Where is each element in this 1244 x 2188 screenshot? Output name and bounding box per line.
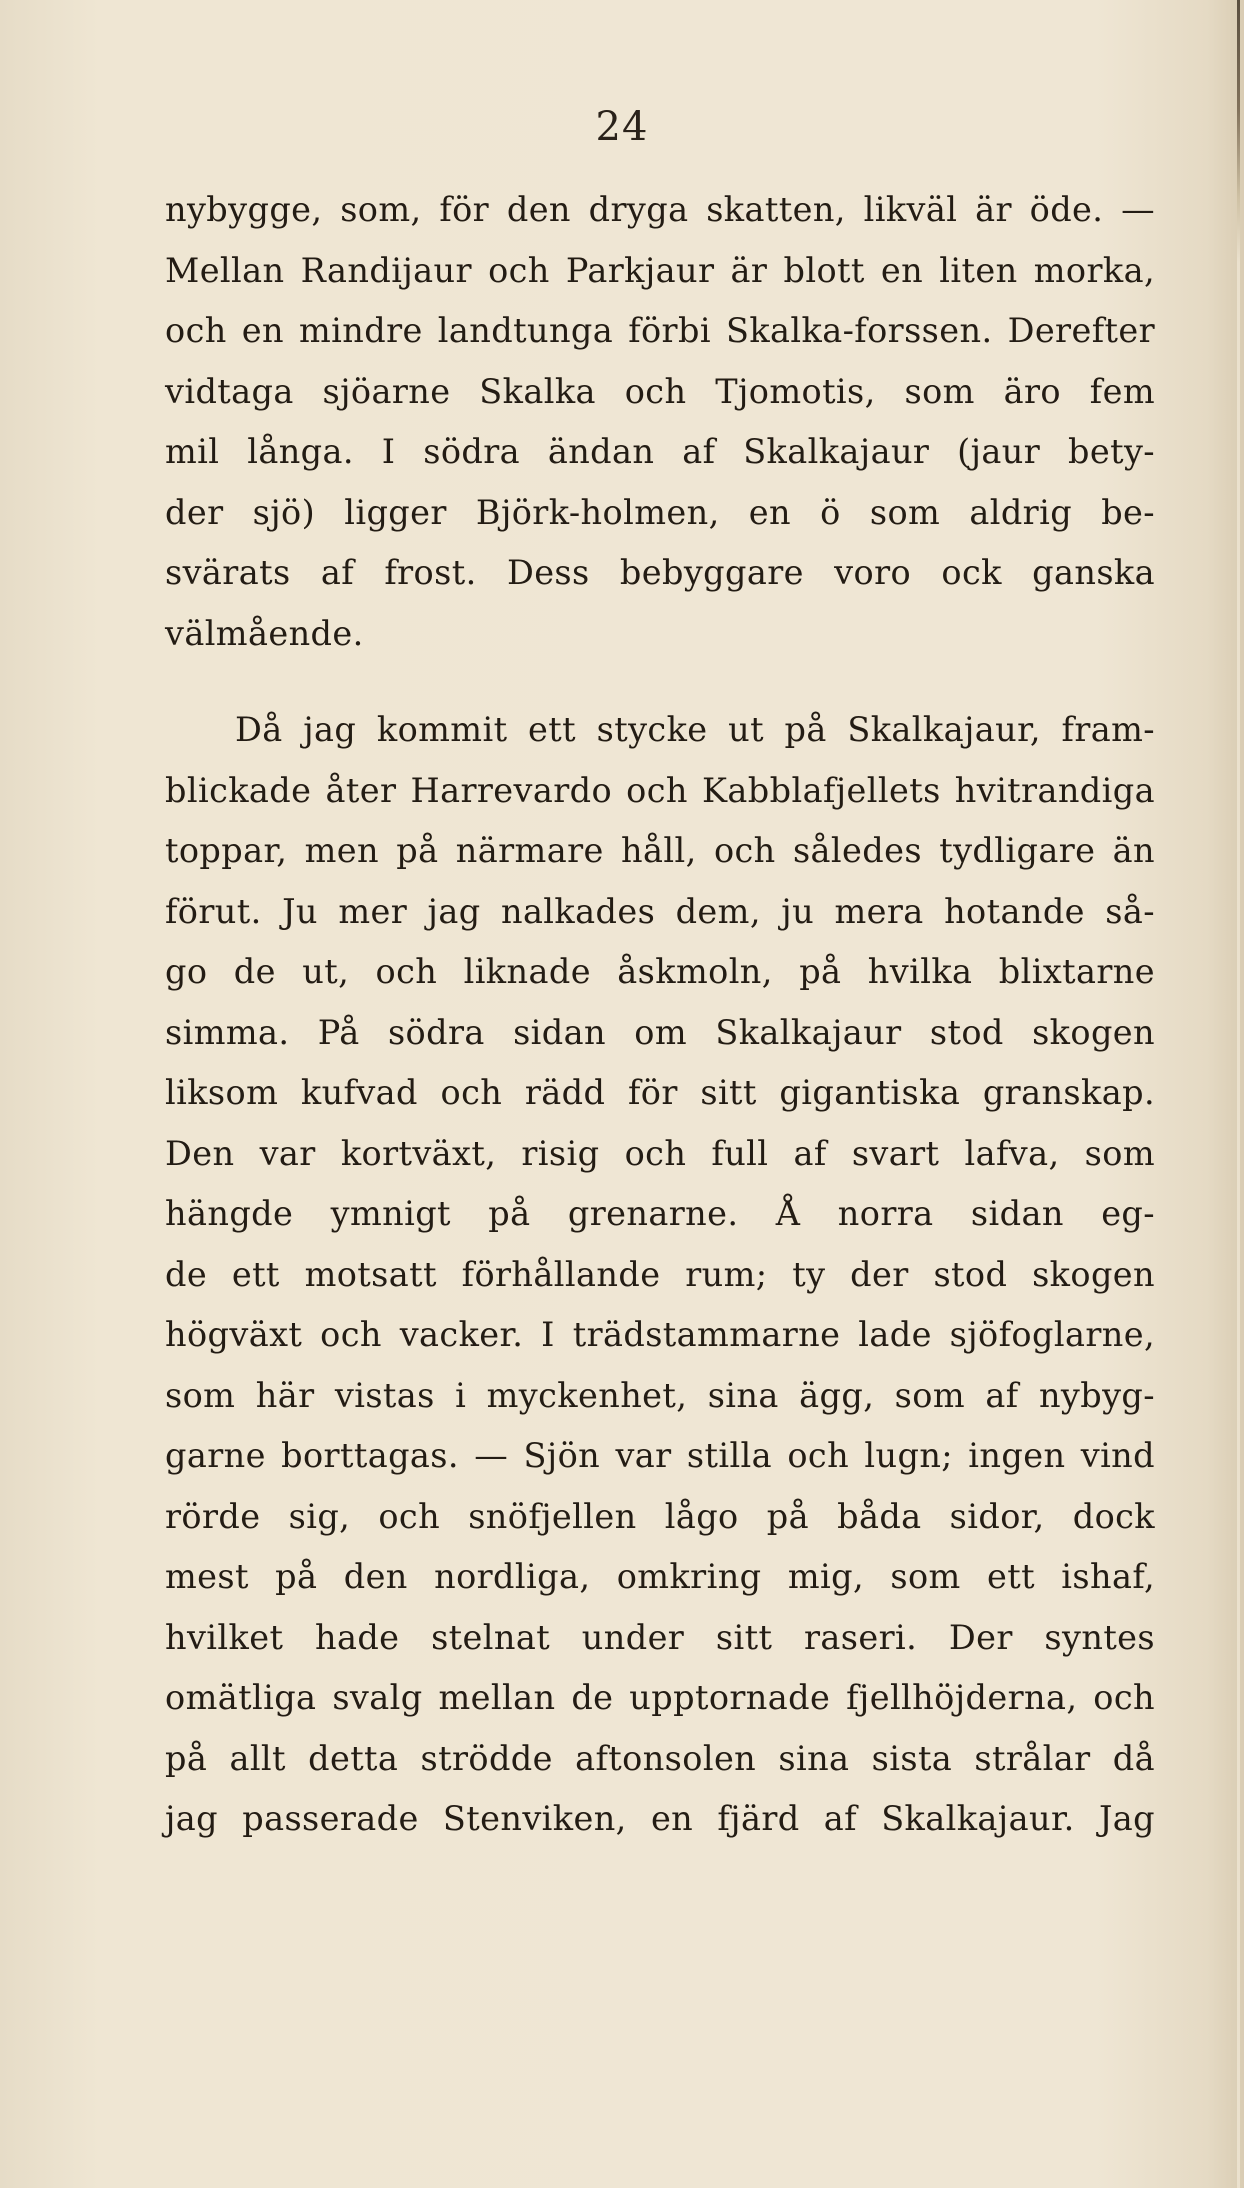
text-line: garne borttagas. — Sjön var stilla och lugn; ingen vind [165,1436,1155,1475]
text-line: Mellan Randijaur och Parkjaur är blott en liten morka, [165,250,1155,290]
text-line: som här vistas i myckenhet, sina ägg, som af nybyg- [165,1375,1155,1415]
text-line: högväxt och vacker. I trädstammarne lade sjöfoglarne, [165,1315,1155,1354]
text-line: omätliga svalg mellan de upptornade fjellhöjderna, och [165,1678,1155,1717]
text-line: simma. På södra sidan om Skalkajaur stod skogen [165,1012,1155,1052]
text-line: der sjö) ligger Björk-holmen, en ö som aldrig be- [165,492,1155,532]
text-line: Då jag kommit ett stycke ut på Skalkajaur, fram- [235,710,1155,749]
text-line: vidtaga sjöarne Skalka och Tjomotis, som äro fem [165,371,1155,411]
text-line: på allt detta strödde aftonsolen sina sista strålar då [165,1738,1155,1778]
paragraph-gap [165,664,1155,700]
text-line: liksom kufvad och rädd för sitt gigantiska granskap. [165,1073,1155,1112]
text-line: Den var kortväxt, risig och full af svart lafva, som [165,1133,1155,1173]
text-line: go de ut, och liknade åskmoln, på hvilka blixtarne [165,952,1155,991]
text-line: hvilket hade stelnat under sitt raseri. Der syntes [165,1617,1155,1657]
text-line: mil långa. I södra ändan af Skalkajaur (jaur bety- [165,432,1155,471]
text-line: rörde sig, och snöfjellen lågo på båda sidor, dock [165,1496,1155,1536]
page-number: 24 [595,104,649,150]
text-line: och en mindre landtunga förbi Skalka-forssen. Derefter [165,311,1155,350]
text-line: toppar, men på närmare håll, och således tydligare än [165,831,1155,870]
text-line: blickade åter Harrevardo och Kabblafjellets hvitrandiga [165,770,1155,810]
text-line: mest på den nordliga, omkring mig, som ett ishaf, [165,1557,1155,1596]
text-line: hängde ymnigt på grenarne. Å norra sidan eg- [165,1194,1155,1233]
text-line: de ett motsatt förhållande rum; ty der stod skogen [165,1254,1155,1294]
page-edge [1237,0,1240,2188]
text-line: svärats af frost. Dess bebyggare voro ock ganska [165,553,1155,592]
text-line: jag passerade Stenviken, en fjärd af Skalkajaur. Jag [165,1799,1155,1838]
text-line: välmående. [165,613,364,653]
text-line: förut. Ju mer jag nalkades dem, ju mera hotande så- [165,891,1155,931]
text-line: nybygge, som, för den dryga skatten, likväl är öde. — [165,190,1155,229]
body-text [165,180,1155,1850]
